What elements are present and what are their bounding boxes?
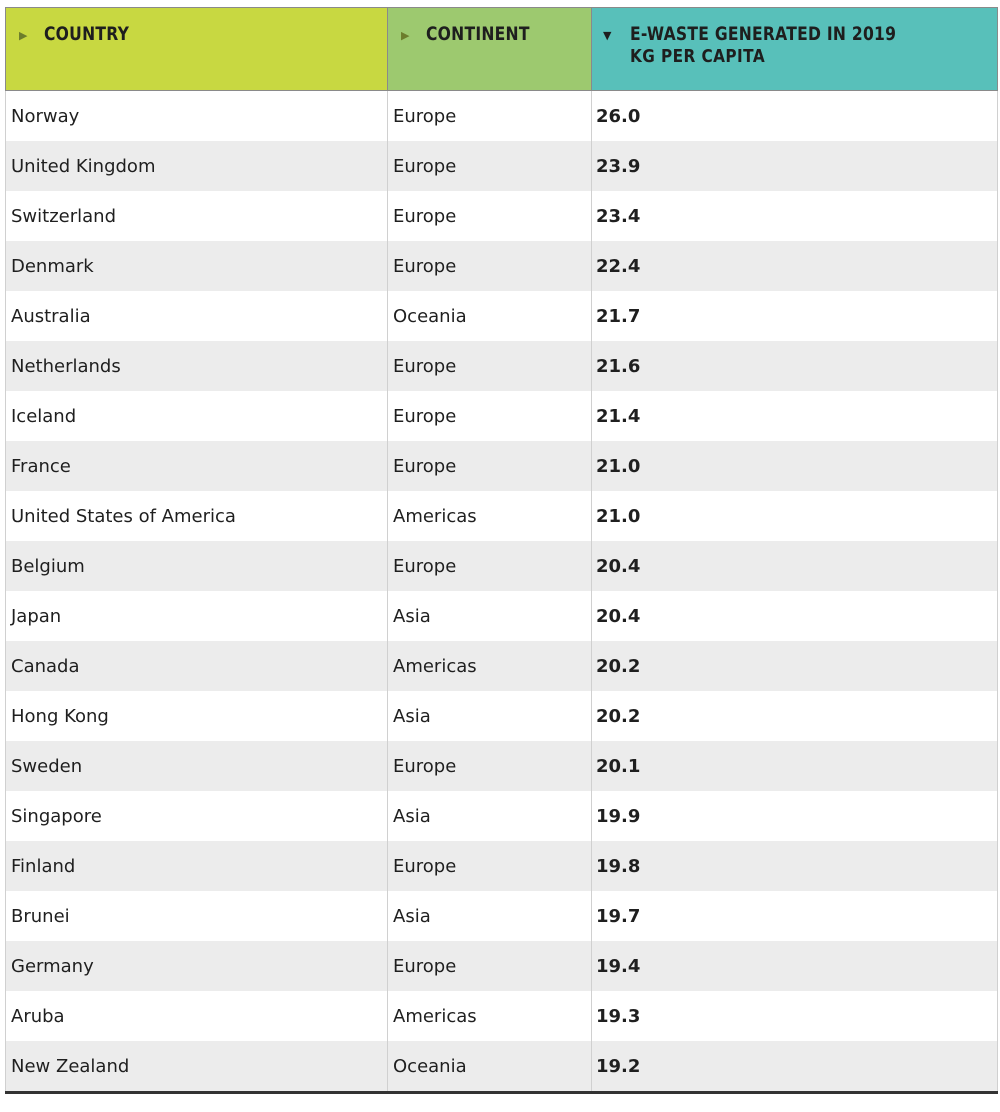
cell-continent: Europe [388,541,592,591]
cell-continent: Europe [388,191,592,241]
table-row [6,141,998,191]
cell-country: Brunei [6,891,388,941]
table-row [6,791,998,841]
column-header-ewaste-label: E-WASTE GENERATED IN 2019 [630,23,897,45]
ewaste-table [5,7,998,1094]
cell-continent: Asia [388,591,592,641]
table-row [6,591,998,641]
column-header-continent[interactable] [388,8,592,91]
cell-country: Japan [6,591,388,641]
cell-continent: Europe [388,841,592,891]
column-header-ewaste-unit: KG PER CAPITA [630,46,766,67]
cell-continent: Europe [388,341,592,391]
cell-continent: Europe [388,391,592,441]
cell-continent: Americas [388,491,592,541]
cell-country: Switzerland [6,191,388,241]
cell-ewaste-value: 19.3 [592,991,998,1041]
cell-country: Norway [6,91,388,142]
cell-continent: Asia [388,791,592,841]
cell-country: Sweden [6,741,388,791]
table-row [6,991,998,1041]
cell-ewaste-value: 20.2 [592,691,998,741]
cell-continent: Oceania [388,1041,592,1093]
cell-ewaste-value: 21.6 [592,341,998,391]
cell-continent: Europe [388,91,592,142]
cell-ewaste-value: 21.0 [592,441,998,491]
cell-country: France [6,441,388,491]
table-body [6,91,998,1093]
cell-continent: Americas [388,991,592,1041]
cell-continent: Europe [388,241,592,291]
table-row [6,541,998,591]
cell-country: Germany [6,941,388,991]
table-row [6,241,998,291]
cell-ewaste-value: 21.7 [592,291,998,341]
table-row [6,341,998,391]
column-header-ewaste[interactable] [592,8,998,91]
cell-country: Hong Kong [6,691,388,741]
cell-ewaste-value: 19.2 [592,1041,998,1093]
cell-country: Australia [6,291,388,341]
table-row [6,691,998,741]
sort-right-icon: ▶ [401,29,410,42]
cell-continent: Europe [388,741,592,791]
cell-ewaste-value: 21.0 [592,491,998,541]
cell-country: Finland [6,841,388,891]
cell-country: Denmark [6,241,388,291]
cell-ewaste-value: 19.4 [592,941,998,991]
table-row [6,1041,998,1093]
sort-down-icon: ▼ [603,29,612,42]
cell-country: Netherlands [6,341,388,391]
cell-country: Iceland [6,391,388,441]
column-header-country-label: COUNTRY [44,23,130,45]
cell-continent: Asia [388,891,592,941]
cell-ewaste-value: 21.4 [592,391,998,441]
cell-ewaste-value: 22.4 [592,241,998,291]
table-row [6,491,998,541]
cell-ewaste-value: 26.0 [592,91,998,142]
cell-continent: Europe [388,141,592,191]
cell-continent: Oceania [388,291,592,341]
cell-ewaste-value: 20.1 [592,741,998,791]
cell-ewaste-value: 20.2 [592,641,998,691]
cell-ewaste-value: 19.9 [592,791,998,841]
cell-country: United States of America [6,491,388,541]
table-row [6,91,998,142]
cell-country: Aruba [6,991,388,1041]
cell-country: Canada [6,641,388,691]
column-header-country[interactable] [6,8,388,91]
table-row [6,941,998,991]
table-row [6,641,998,691]
table-row [6,391,998,441]
column-header-continent-label: CONTINENT [426,23,531,45]
table-row [6,191,998,241]
cell-country: Belgium [6,541,388,591]
cell-ewaste-value: 23.9 [592,141,998,191]
cell-ewaste-value: 19.8 [592,841,998,891]
cell-ewaste-value: 23.4 [592,191,998,241]
table-row [6,891,998,941]
cell-ewaste-value: 20.4 [592,541,998,591]
cell-continent: Asia [388,691,592,741]
cell-country: United Kingdom [6,141,388,191]
cell-ewaste-value: 19.7 [592,891,998,941]
cell-continent: Europe [388,441,592,491]
cell-country: New Zealand [6,1041,388,1093]
header-row [6,8,998,91]
sort-right-icon: ▶ [19,29,28,42]
cell-continent: Europe [388,941,592,991]
table-row [6,441,998,491]
table-row [6,841,998,891]
cell-continent: Americas [388,641,592,691]
cell-country: Singapore [6,791,388,841]
cell-ewaste-value: 20.4 [592,591,998,641]
table-row [6,291,998,341]
table-row [6,741,998,791]
